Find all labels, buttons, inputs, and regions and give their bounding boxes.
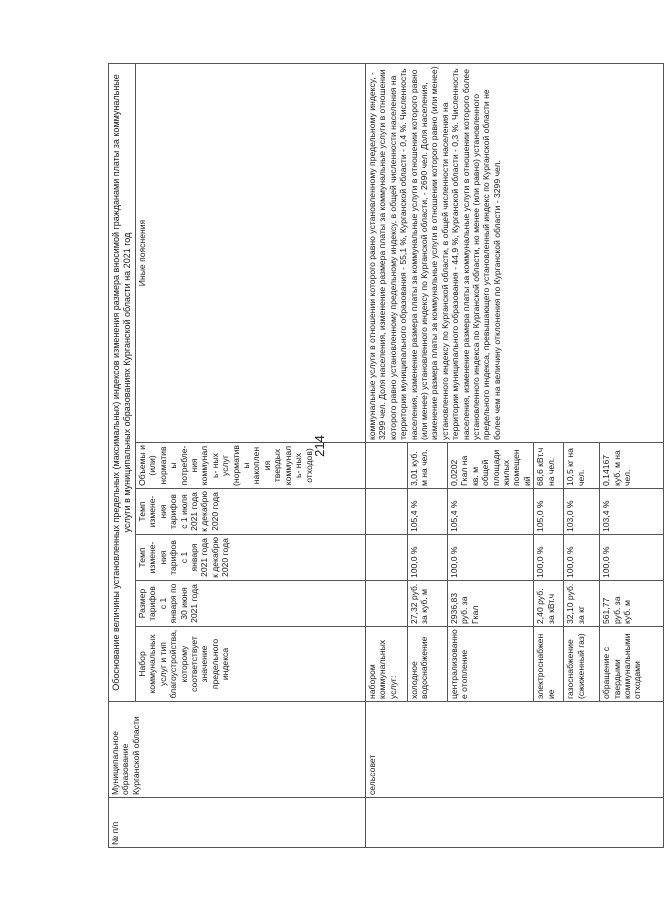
volume-cell: 0,14167 куб. м на чел. — [600, 443, 664, 489]
volumes-header: Объемы и (или) нормативы потребле- ния коммуналь- ных услуг (нормативы накопления твердых коммуналь- ных отходов) — [136, 443, 366, 489]
municipality-name-cell: сельсовет — [366, 702, 664, 798]
notes-header: Иные пояснения — [136, 64, 366, 443]
rate-jan-cell: 100,0 % — [534, 535, 564, 581]
rate-jul-header: Темп измене- ния тарифов с 1 июля 2021 года к декабрю 2020 года — [136, 489, 366, 535]
volume-cell: 68,6 кВт.ч на чел. — [534, 443, 564, 489]
table-caption: Обоснование величины установленных предельных (максимальных) индексов изменения размера вносимой гражданами платы за коммунальные услуги в муниципальных образованиях Курганской области на 2021 год — [109, 64, 136, 702]
row-number-cell — [366, 798, 664, 848]
rate-jul-cell: 105,4 % — [448, 489, 534, 535]
empty-cell — [366, 581, 408, 627]
empty-cell — [366, 489, 408, 535]
service-cell: холодное водоснабжение — [408, 627, 448, 702]
rate-jul-cell: 103,0 % — [564, 489, 600, 535]
municipality-header: Муниципальное образование Курганской области — [109, 702, 366, 798]
page-number: 214 — [312, 435, 327, 457]
tariff-cell: 27,32 руб. за куб. м — [408, 581, 448, 627]
service-cell: обращение с твердыми коммунальными отходами — [600, 627, 664, 702]
empty-cell — [366, 443, 408, 489]
service-cell: электроснабжение — [534, 627, 564, 702]
volume-cell: 0,0202 Гкал на кв. м общей площади жилых помещений — [448, 443, 534, 489]
rotated-table-wrapper — [108, 64, 643, 848]
rate-jul-cell: 103,4 % — [600, 489, 664, 535]
document-table-frame — [108, 64, 643, 848]
table-number-header: № п/п — [109, 798, 366, 848]
tariff-cell: 2,40 руб. за кВт.ч — [534, 581, 564, 627]
group-label-cell: набором коммунальных услуг: — [366, 627, 408, 702]
volume-cell: 3,01 куб. м на чел. — [408, 443, 448, 489]
rate-jul-cell: 105,4 % — [408, 489, 448, 535]
rate-jan-cell: 100,0 % — [564, 535, 600, 581]
volume-cell: 10,5 кг на чел. — [564, 443, 600, 489]
tariff-cell: 32,10 руб. за кг — [564, 581, 600, 627]
tariff-cell: 2936,83 руб. за Гкал — [448, 581, 534, 627]
tariff-cell: 561,77 руб. за куб. м — [600, 581, 664, 627]
empty-cell — [366, 535, 408, 581]
notes-cell: коммунальные услуги в отношении которого равно установленному предельному индексу, - 3299 чел. Доля населения, изменение размера платы за коммунальные услуги в отношении которого равно установленному предельному индексу, в общей численности населения на территории муниципального образования - 55,1 %, Курганской области - 0,4 %. Численность населения, изменение размера платы за коммунальные услуги в отношении которого равно (или менее) установленного индексу по Курганской области, - 2690 чел. Доля населения, изменение размера платы за коммунальные услуги в отношении которого равно (или менее) установленного индексу по Курганской области, в общей численности населения на территории муниципального образования - 44,9 %, Курганской области - 0,3 %. Численность населения, изменение размера платы за коммунальные услуги в отношении которого более установленного индекса по Курганской области, но менее (или равно) установленного предельного индекса, превышающего установленный индекс по Курганской области не более чем на величину отклонения по Курганской области - 3299 чел. — [366, 64, 664, 443]
tariff-header: Размер тарифов с 1 января по 30 июня 2021 года — [136, 581, 366, 627]
service-cell: газоснабжение (сжиженный газ) — [564, 627, 600, 702]
rate-jan-header: Темп измене- ния тарифов с 1 января 2021 года к декабрю 2020 года — [136, 535, 366, 581]
rate-jan-cell: 100,0 % — [448, 535, 534, 581]
service-cell: централизованное отопление — [448, 627, 534, 702]
rate-jan-cell: 100,0 % — [408, 535, 448, 581]
rate-jul-cell: 105,0 % — [534, 489, 564, 535]
tariff-index-table — [108, 63, 664, 848]
rate-jan-cell: 100,0 % — [600, 535, 664, 581]
services-set-header: Набор коммунальных услуг и тип благоустройства, которому соответствует значение предельного индекса — [136, 627, 366, 702]
